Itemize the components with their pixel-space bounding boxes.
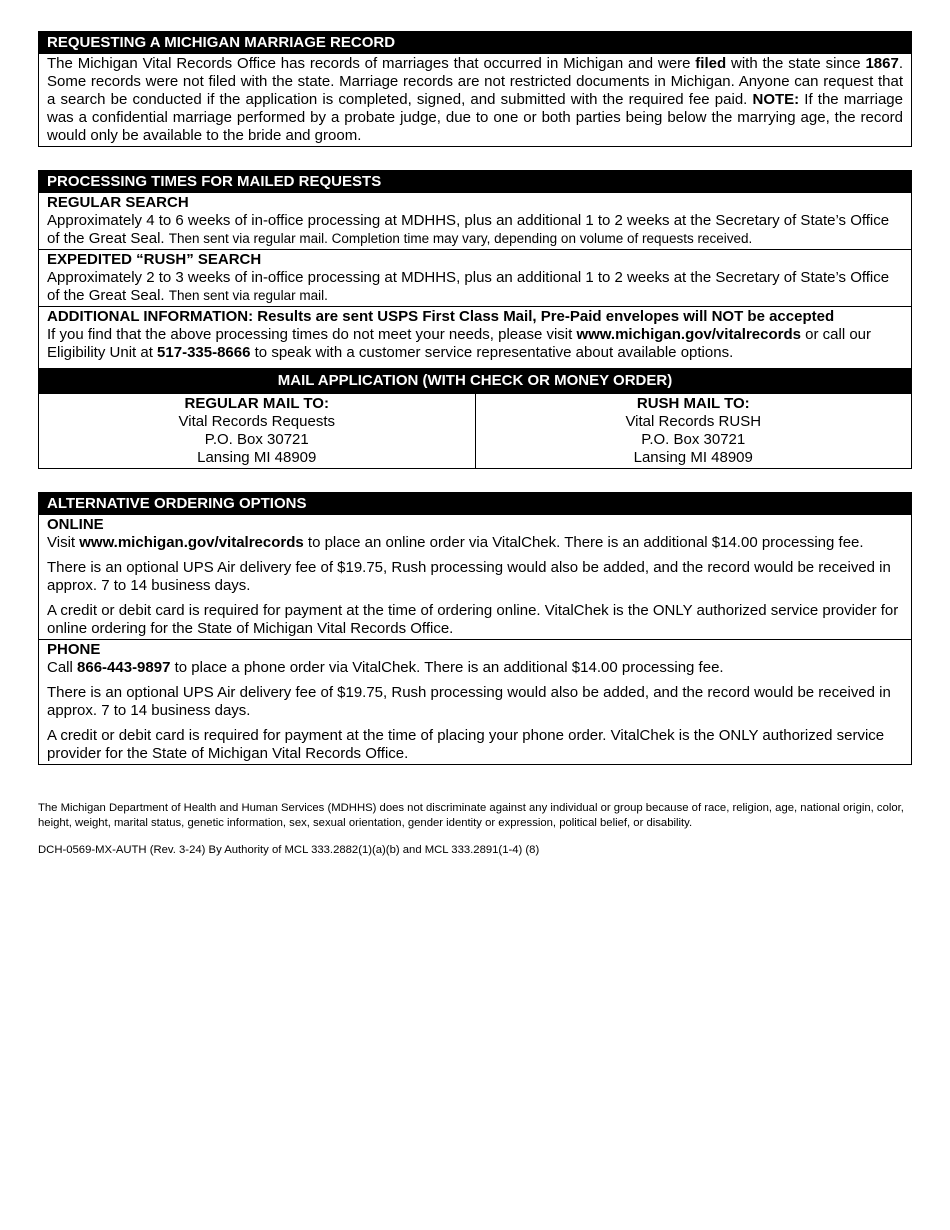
online-title: ONLINE <box>47 516 104 533</box>
additional-info-title: ADDITIONAL INFORMATION: Results are sent USPS First Class Mail, Pre-Paid envelopes will NOT be accepted <box>47 308 835 325</box>
phone-title: PHONE <box>47 641 101 658</box>
vitalchek-phone: 866-443-9897 <box>77 659 171 676</box>
regular-search-title: REGULAR SEARCH <box>47 194 189 211</box>
request-section <box>38 31 912 147</box>
phone-ups-text: There is an optional UPS Air delivery fee of $19.75, Rush processing would also be added, and the record would be received in approx. 7 to 14 business days. <box>47 684 891 719</box>
online-card-text: A credit or debit card is required for payment at the time of ordering online. VitalChek is the ONLY authorized service provider for online ordering for the State of Michigan Vital Records Office. <box>47 602 899 637</box>
mail-application-title: MAIL APPLICATION (WITH CHECK OR MONEY ORDER) <box>39 368 911 394</box>
mail-addresses <box>39 394 911 468</box>
form-identifier: DCH-0569-MX-AUTH (Rev. 3-24) By Authority of MCL 333.2882(1)(a)(b) and MCL 333.2891(1-4) (8) <box>38 844 540 856</box>
alternative-section <box>38 492 912 765</box>
phone-text: Call 866-443-9897 to place a phone order via VitalChek. There is an additional $14.00 processing fee. <box>47 659 724 676</box>
phone-block <box>39 639 911 764</box>
additional-info-block <box>39 306 911 368</box>
online-text: Visit www.michigan.gov/vitalrecords to place an online order via VitalChek. There is an additional $14.00 processing fee. <box>47 534 864 551</box>
vital-records-link[interactable]: www.michigan.gov/vitalrecords <box>576 326 801 343</box>
additional-info-text: If you find that the above processing times do not meet your needs, please visit www.michigan.gov/vitalrecords or call our Eligibility Unit at 517-335-8666 to speak with a customer service representative about available options. <box>47 326 872 361</box>
phone-card-text: A credit or debit card is required for payment at the time of placing your phone order. VitalChek is the ONLY authorized service provider for the State of Michigan Vital Records Office. <box>47 727 885 762</box>
alternative-section-title: ALTERNATIVE ORDERING OPTIONS <box>39 493 911 515</box>
request-section-title: REQUESTING A MICHIGAN MARRIAGE RECORD <box>39 32 911 54</box>
regular-search-block <box>39 193 911 249</box>
processing-section <box>38 170 912 469</box>
regular-search-text: Approximately 4 to 6 weeks of in-office processing at MDHHS, plus an additional 1 to 2 weeks at the Secretary of State’s Office of the Great Seal. Then sent via regular mail. Completion time may vary, depending on volume of requests received. <box>47 212 890 247</box>
online-vital-records-link[interactable]: www.michigan.gov/vitalrecords <box>79 534 304 551</box>
processing-section-title: PROCESSING TIMES FOR MAILED REQUESTS <box>39 171 911 193</box>
document-page <box>38 31 912 858</box>
nondiscrimination-statement: The Michigan Department of Health and Human Services (MDHHS) does not discriminate against any individual or group because of race, religion, age, national origin, color, height, weight, marital status, genetic information, sex, sexual orientation, gender identity or expression, political belief, or disability. <box>38 802 904 829</box>
eligibility-phone: 517-335-8666 <box>157 344 251 361</box>
regular-mail-address: REGULAR MAIL TO: Vital Records Requests P.O. Box 30721 Lansing MI 48909 <box>178 395 335 466</box>
request-description: The Michigan Vital Records Office has records of marriages that occurred in Michigan and were filed with the state since 1867. Some records were not filed with the state. Marriage records are not restricted documents in Michigan. Anyone can request that a search be conducted if the application is completed, signed, and submitted with the required fee paid. NOTE: If the marriage was a confidential marriage performed by a probate judge, due to one or both parties being below the marrying age, the record would only be available to the bride and groom. <box>47 55 903 144</box>
rush-search-block <box>39 249 911 306</box>
rush-mail-address: RUSH MAIL TO: Vital Records RUSH P.O. Box 30721 Lansing MI 48909 <box>475 394 912 468</box>
rush-search-text: Approximately 2 to 3 weeks of in-office processing at MDHHS, plus an additional 1 to 2 weeks at the Secretary of State’s Office of the Great Seal. Then sent via regular mail. <box>47 269 890 304</box>
online-block <box>39 515 911 639</box>
rush-search-title: EXPEDITED “RUSH” SEARCH <box>47 251 262 268</box>
online-ups-text: There is an optional UPS Air delivery fee of $19.75, Rush processing would also be added, and the record would be received in approx. 7 to 14 business days. <box>47 559 891 594</box>
